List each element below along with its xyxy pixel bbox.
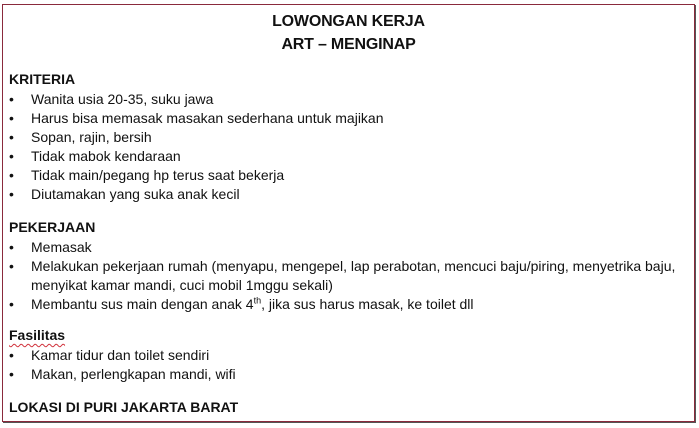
list-item: • Melakukan pekerjaan rumah (menyapu, mengepel, lap perabotan, mencuci baju/piring, menyetrika baju, menyikat kamar mandi, cuci mobil 1mggu sekali) (9, 257, 689, 295)
list-item: • Harus bisa memasak masakan sederhana untuk majikan (9, 109, 689, 128)
pekerjaan-heading: PEKERJAAN (9, 219, 96, 235)
list-item: • Diutamakan yang suka anak kecil (9, 185, 689, 204)
kriteria-heading: KRITERIA (9, 71, 76, 87)
lokasi-text: LOKASI DI PURI JAKARTA BARAT (9, 399, 239, 415)
item-text: Membantu sus main dengan anak 4 (31, 296, 254, 312)
list-item: • Wanita usia 20-35, suku jawa (9, 90, 689, 109)
list-item: • Kamar tidur dan toilet sendiri (9, 346, 689, 365)
list-item: • Memasak (9, 238, 689, 257)
item-text: , jika sus harus masak, ke toilet dll (261, 296, 474, 312)
list-item: • Sopan, rajin, bersih (9, 128, 689, 147)
fasilitas-heading: Fasilitas (9, 327, 66, 343)
list-item: • Tidak mabok kendaraan (9, 147, 689, 166)
list-item (9, 295, 689, 314)
title-line-2: ART – MENGINAP (281, 36, 416, 53)
kriteria-list (9, 90, 689, 204)
document-page (2, 4, 695, 422)
list-item: • Makan, perlengkapan mandi, wifi (9, 365, 689, 384)
superscript: th (253, 295, 262, 306)
fasilitas-list (9, 346, 689, 384)
title-line-1: LOWONGAN KERJA (272, 13, 425, 30)
list-item: • Tidak main/pegang hp terus saat bekerja (9, 166, 689, 185)
pekerjaan-list (9, 238, 689, 314)
